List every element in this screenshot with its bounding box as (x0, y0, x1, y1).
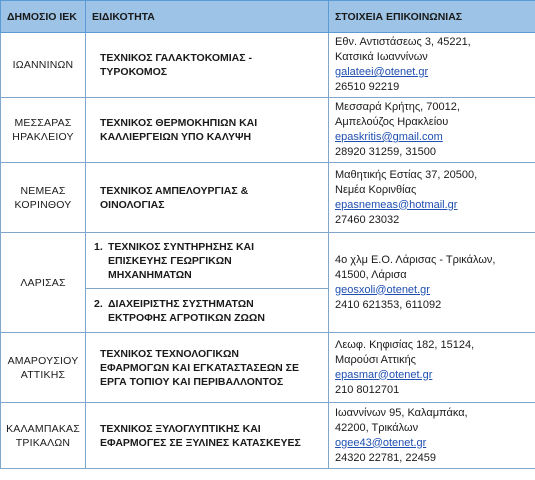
phone-number: 210 8012701 (335, 383, 400, 396)
address-line: Αμπελούζος Ηρακλείου (335, 116, 449, 128)
specialty-line: ΕΦΑΡΜΟΓΩΝ ΚΑΙ ΕΓΚΑΤΑΣΤΑΣΕΩΝ ΣΕ (100, 361, 299, 374)
iek-name (1, 333, 86, 403)
specialty-cell (86, 289, 329, 333)
specialty-line: ΤΕΧΝΙΚΟΣ ΤΕΧΝΟΛΟΓΙΚΩΝ (100, 347, 239, 360)
contact-cell (329, 233, 535, 333)
phone-number: 24320 22781, 22459 (335, 451, 436, 464)
iek-name-line: ΚΑΛΑΜΠΑΚΑΣ (6, 422, 80, 435)
table-row (1, 333, 535, 403)
iek-name-line: ΜΕΣΣΑΡΑΣ (14, 117, 72, 129)
specialty-item (94, 297, 322, 325)
iek-name-line: ΑΜΑΡΟΥΣΙΟΥ (7, 354, 79, 367)
specialty-line: ΜΗΧΑΝΗΜΑΤΩΝ (108, 268, 192, 281)
specialty-line: ΚΑΛΛΙΕΡΓΕΙΩΝ ΥΠΟ ΚΑΛΥΨΗ (100, 131, 252, 143)
address-line: 42200, Τρικάλων (335, 421, 419, 434)
phone-number: 28920 31259, 31500 (335, 146, 436, 158)
specialty-cell (86, 233, 329, 289)
iek-name-line: ΚΟΡΙΝΘΟΥ (14, 198, 72, 211)
header-contact: ΣΤΟΙΧΕΙΑ ΕΠΙΚΟΙΝΩΝΙΑΣ (329, 1, 535, 33)
contact-cell (329, 403, 535, 469)
specialty-line: ΤΕΧΝΙΚΟΣ ΓΑΛΑΚΤΟΚΟΜΙΑΣ - (100, 52, 252, 64)
specialty-line: ΕΠΙΣΚΕΥΗΣ ΓΕΩΡΓΙΚΩΝ (108, 254, 232, 267)
specialty-line: ΤΥΡΟΚΟΜΟΣ (100, 66, 168, 78)
address-line: Ιωαννίνων 95, Καλαμπάκα, (335, 406, 468, 419)
table-row (1, 98, 535, 163)
specialty-line: ΟΙΝΟΛΟΓΙΑΣ (100, 198, 165, 211)
header-specialty: ΕΙΔΙΚΟΤΗΤΑ (86, 1, 329, 33)
iek-name-line: ΑΤΤΙΚΗΣ (20, 368, 66, 381)
email-link[interactable]: ogee43@otenet.gr (335, 436, 427, 449)
header-iek: ΔΗΜΟΣΙΟ ΙΕΚ (1, 1, 86, 33)
iek-name-line: ΙΩΑΝΝΙΝΩΝ (12, 59, 74, 71)
address-line: 41500, Λάρισα (335, 268, 407, 281)
specialty-number: 1. (94, 240, 103, 253)
phone-number: 27460 23032 (335, 213, 400, 226)
contact-cell (329, 163, 535, 233)
table-row (1, 33, 535, 98)
address-line: Λεωφ. Κηφισίας 182, 15124, (335, 338, 475, 351)
table-row (1, 233, 535, 289)
specialty-line: ΕΡΓΑ ΤΟΠΙΟΥ ΚΑΙ ΠΕΡΙΒΑΛΛΟΝΤΟΣ (100, 375, 284, 388)
address-line: Νεμέα Κορινθίας (335, 183, 417, 196)
iek-name (1, 33, 86, 98)
phone-number: 2410 621353, 611092 (335, 298, 442, 311)
iek-name (1, 98, 86, 163)
specialty-number: 2. (94, 297, 103, 310)
specialty-item (94, 240, 322, 282)
email-link[interactable]: galateei@otenet.gr (335, 66, 429, 78)
specialty-line: ΤΕΧΝΙΚΟΣ ΣΥΝΤΗΡΗΣΗΣ ΚΑΙ (108, 240, 255, 253)
address-line: Μαθητικής Εστίας 37, 20500, (335, 168, 478, 181)
address-line: Εθν. Αντιστάσεως 3, 45221, (335, 36, 471, 48)
address-line: Μαρούσι Αττικής (335, 353, 416, 366)
address-line: 4ο χλμ Ε.Ο. Λάρισας - Τρικάλων, (335, 253, 496, 266)
specialty-line: ΔΙΑΧΕΙΡΙΣΤΗΣ ΣΥΣΤΗΜΑΤΩΝ (108, 297, 254, 310)
specialty-line: ΤΕΧΝΙΚΟΣ ΘΕΡΜΟΚΗΠΙΩΝ ΚΑΙ (100, 117, 258, 129)
iek-name-line: ΛΑΡΙΣΑΣ (20, 276, 66, 289)
email-link[interactable]: epasnemeas@hotmail.gr (335, 198, 458, 211)
contact-cell (329, 33, 535, 98)
iek-name (1, 233, 86, 333)
email-link[interactable]: geosxoli@otenet.gr (335, 283, 430, 296)
header-row (1, 1, 535, 33)
email-link[interactable]: epaskritis@gmail.com (335, 131, 443, 143)
table-row (1, 403, 535, 469)
specialty-cell (86, 403, 329, 469)
specialty-line: ΕΦΑΡΜΟΓΕΣ ΣΕ ΞΥΛΙΝΕΣ ΚΑΤΑΣΚΕΥΕΣ (100, 436, 301, 449)
phone-number: 26510 92219 (335, 81, 400, 93)
iek-name (1, 403, 86, 469)
table-row (1, 163, 535, 233)
address-line: Μεσσαρά Κρήτης, 70012, (335, 101, 460, 113)
iek-name-line: ΝΕΜΕΑΣ (20, 184, 66, 197)
specialty-cell (86, 333, 329, 403)
iek-name-line: ΗΡΑΚΛΕΙΟΥ (12, 131, 74, 143)
specialty-line: ΤΕΧΝΙΚΟΣ ΞΥΛΟΓΛΥΠΤΙΚΗΣ ΚΑΙ (100, 422, 261, 435)
iek-name (1, 163, 86, 233)
contact-cell (329, 98, 535, 163)
address-line: Κατσικά Ιωαννίνων (335, 51, 428, 63)
email-link[interactable]: epasmar@otenet.gr (335, 368, 433, 381)
contact-cell (329, 333, 535, 403)
specialty-cell (86, 98, 329, 163)
specialty-line: ΕΚΤΡΟΦΗΣ ΑΓΡΟΤΙΚΩΝ ΖΩΩΝ (108, 311, 265, 324)
iek-name-line: ΤΡΙΚΑΛΩΝ (15, 436, 71, 449)
specialty-cell (86, 163, 329, 233)
specialty-line: ΤΕΧΝΙΚΟΣ ΑΜΠΕΛΟΥΡΓΙΑΣ & (100, 184, 249, 197)
specialty-cell (86, 33, 329, 98)
